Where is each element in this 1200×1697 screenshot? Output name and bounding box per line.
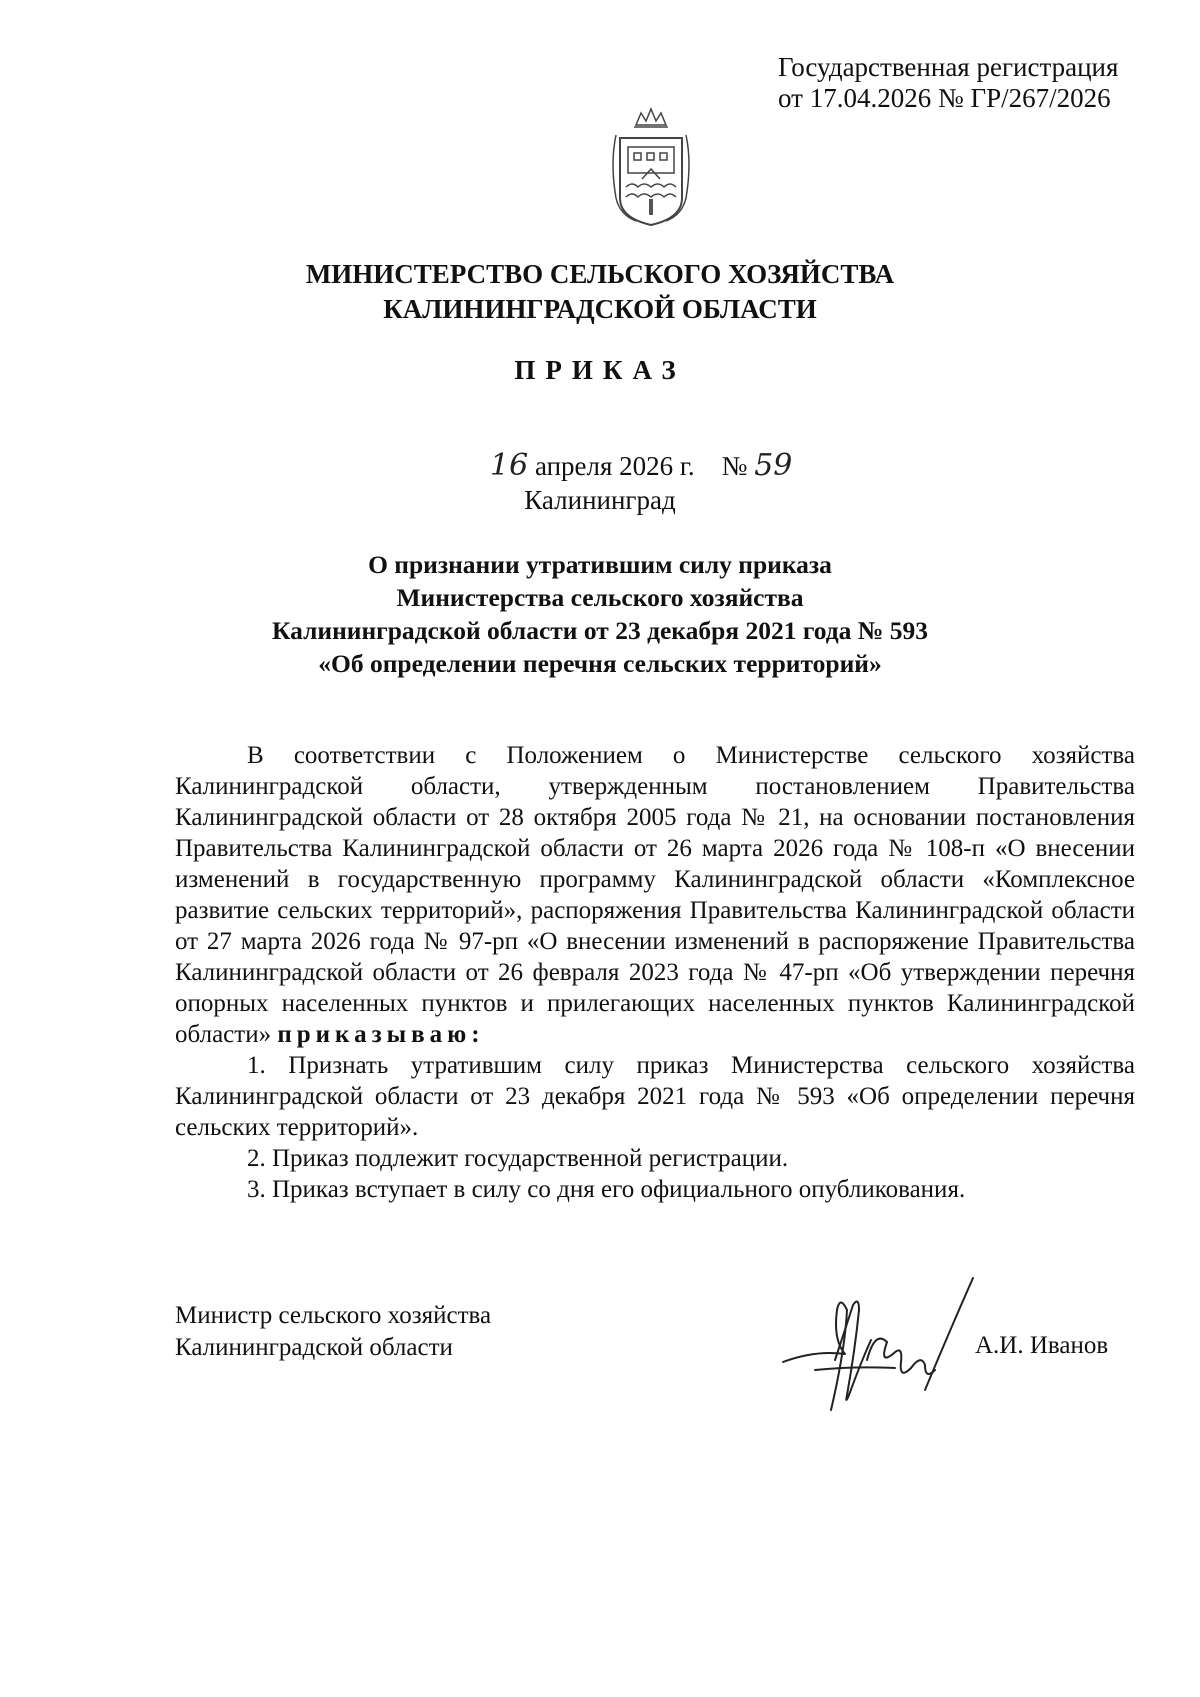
order-word: приказываю: xyxy=(277,1021,485,1048)
registration-stamp xyxy=(778,52,1178,114)
title-line-1: О признании утратившим силу приказа xyxy=(368,550,832,579)
title-line-3: Калининградской области от 23 декабря 2021 года № 593 xyxy=(271,616,929,645)
city: Калининград xyxy=(524,485,676,515)
dateline xyxy=(490,448,792,483)
ministry-line-1: МИНИСТЕРСТВО СЕЛЬСКОГО ХОЗЯЙСТВА xyxy=(305,259,895,289)
handwritten-signature xyxy=(775,1270,1005,1420)
date-day: 16 xyxy=(490,448,529,483)
document-title xyxy=(0,548,1200,680)
title-line-2: Министерства сельского хозяйства xyxy=(396,583,804,612)
order-item: 1. Признать утратившим силу приказ Министерства сельского хозяйства Калининградской области от 23 декабря 2021 года № 593 «Об определении перечня сельских территорий». xyxy=(175,1052,1135,1141)
registration-line-2: от 17.04.2026 № ГР/267/2026 xyxy=(778,83,1111,113)
signer-position xyxy=(175,1300,491,1364)
order-item: 3. Приказ вступает в силу со дня его официального опубликования. xyxy=(247,1176,966,1203)
signer-position-line-1: Министр сельского хозяйства xyxy=(175,1302,492,1329)
order-item: 2. Приказ подлежит государственной регистрации. xyxy=(247,1145,789,1172)
title-line-4: «Об определении перечня сельских территорий» xyxy=(318,649,882,678)
preamble-paragraph xyxy=(175,740,1135,1050)
registration-line-1: Государственная регистрация xyxy=(778,52,1119,82)
ministry-line-2: КАЛИНИНГРАДСКОЙ ОБЛАСТИ xyxy=(383,294,817,324)
document-type: ПРИКАЗ xyxy=(514,355,686,385)
signer-position-line-2: Калининградской области xyxy=(175,1334,453,1361)
signer-name: А.И. Иванов xyxy=(975,1332,1109,1359)
preamble-text: В соответствии с Положением о Министерстве сельского хозяйства Калининградской области, утвержденным постановлением Правительства Калининградской области от 28 октября 2005 года № 21, на основании постановления Правительства Калининградской области от 26 марта 2026 года № 108-п «О внесении изменений в государственную программу Калининградской области «Комплексное развитие сельских территорий», распоряжения Правительства Калининградской области от 27 марта 2026 года № 97-рп «О внесении изменений в распоряжение Правительства Калининградской области от 26 февраля 2023 года № 47-рп «Об утверждении перечня опорных населенных пунктов и прилегающих населенных пунктов Калининградской области» xyxy=(175,742,1135,1048)
order-number: 59 xyxy=(754,448,793,483)
ministry-heading xyxy=(0,257,1200,327)
coat-of-arms-icon xyxy=(606,103,696,228)
date-month-year: апреля 2026 г. xyxy=(534,451,695,481)
number-label: № xyxy=(721,451,748,481)
document-body xyxy=(175,740,1135,1205)
